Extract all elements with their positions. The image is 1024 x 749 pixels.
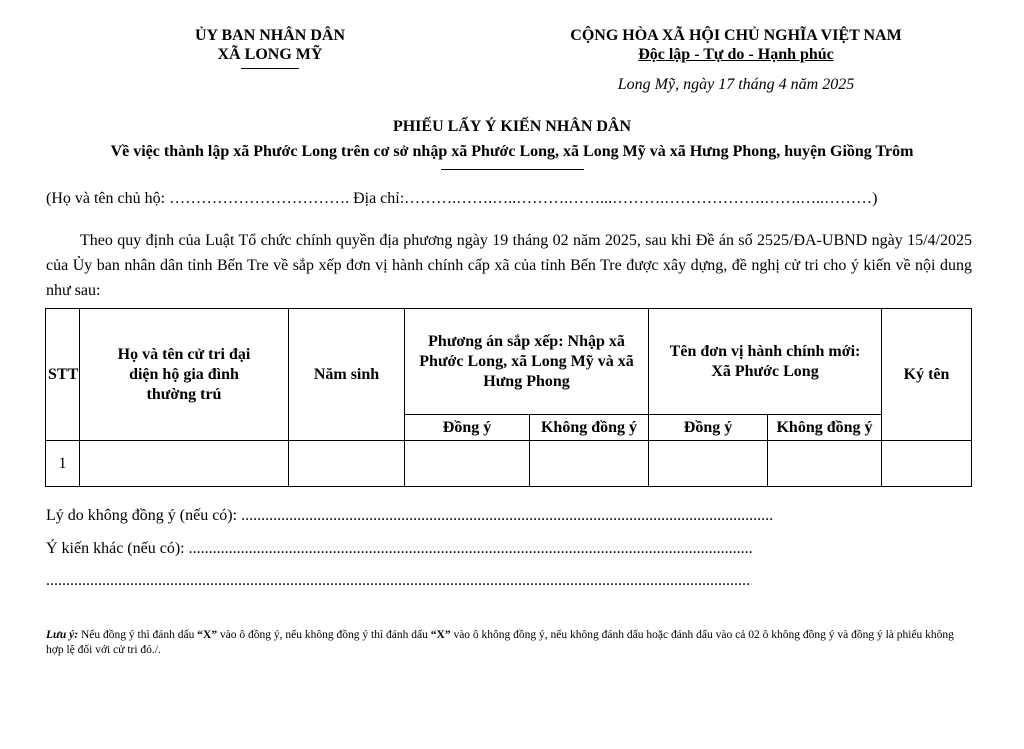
agency-line1: ỦY BAN NHÂN DÂN <box>194 27 346 44</box>
document-subtitle: Về việc thành lập xã Phước Long trên cơ sở nhập xã Phước Long, xã Long Mỹ và xã Hưng Phong, huyện Giồng Trôm <box>110 143 914 160</box>
plan-agree-checkbox[interactable] <box>405 441 530 487</box>
national-title: CỘNG HÒA XÃ HỘI CHỦ NGHĨA VIỆT NAM <box>570 27 902 44</box>
blank-dotted-line: ................................................................................................................................................................................ <box>46 572 750 589</box>
issuing-agency <box>170 26 370 64</box>
opinion-table <box>45 308 972 487</box>
note-label: Lưu ý: <box>46 629 79 641</box>
disagree-reason-line: Lý do không đồng ý (nếu có): ..................................................................................................................................... <box>46 507 774 524</box>
name-disagree-checkbox[interactable] <box>768 441 882 487</box>
document-title: PHIẾU LẤY Ý KIẾN NHÂN DÂN <box>392 118 632 135</box>
header-plan-agree: Đồng ý <box>405 415 530 441</box>
table-row <box>46 441 972 487</box>
voter-name-cell[interactable] <box>80 441 289 487</box>
intro-paragraph: Theo quy định của Luật Tổ chức chính quyền địa phương ngày 19 tháng 02 năm 2025, sau khi Đề án số 2525/ĐA-UBND ngày 15/4/2025 của Ủy ban nhân dân tỉnh Bến Tre về sắp xếp đơn vị hành chính cấp xã của tỉnh Bến Tre được xây dựng, đề nghị cử tri cho ý kiến về nội dung như sau: <box>46 232 972 299</box>
header-birth-year: Năm sinh <box>289 309 405 441</box>
household-info-line: (Họ và tên chủ hộ: ……………………………. Địa chỉ:……….…….…..……….……...……….……………….…….…..………) <box>46 190 878 207</box>
header-new-unit-name: Tên đơn vị hành chính mới: Xã Phước Long <box>649 309 882 415</box>
agency-line2: XÃ LONG MỸ <box>217 46 323 63</box>
header-name-disagree: Không đồng ý <box>768 415 882 441</box>
header-name-agree: Đồng ý <box>649 415 768 441</box>
name-agree-checkbox[interactable] <box>649 441 768 487</box>
national-motto: Độc lập - Tự do - Hạnh phúc <box>638 46 834 63</box>
plan-disagree-checkbox[interactable] <box>530 441 649 487</box>
header-plan-disagree: Không đồng ý <box>530 415 649 441</box>
header-arrangement-plan: Phương án sắp xếp: Nhập xã Phước Long, xã Long Mỹ và xã Hưng Phong <box>405 309 649 415</box>
place-date: Long Mỹ, ngày 17 tháng 4 năm 2025 <box>617 76 855 93</box>
header-signature: Ký tên <box>882 309 972 441</box>
other-opinion-line: Ý kiến khác (nếu có): ............................................................................................................................................. <box>46 540 753 557</box>
note-paragraph: Lưu ý: Nếu đồng ý thì đánh dấu “X” vào ô đồng ý, nếu không đồng ý thì đánh dấu “X” vào ô không đồng ý, nếu không đánh dấu hoặc đánh dấu vào cả 02 ô không đồng ý và đồng ý là phiếu không hợp lệ đối với cử tri đó./. <box>46 629 954 656</box>
agency-underline <box>241 68 299 69</box>
national-heading <box>536 26 936 64</box>
header-voter-name: Họ và tên cử tri đại diện hộ gia đình thường trú <box>80 309 289 441</box>
signature-cell[interactable] <box>882 441 972 487</box>
header-stt: STT <box>46 309 80 441</box>
birth-year-cell[interactable] <box>289 441 405 487</box>
title-underline <box>441 169 584 170</box>
row-stt: 1 <box>46 441 80 487</box>
